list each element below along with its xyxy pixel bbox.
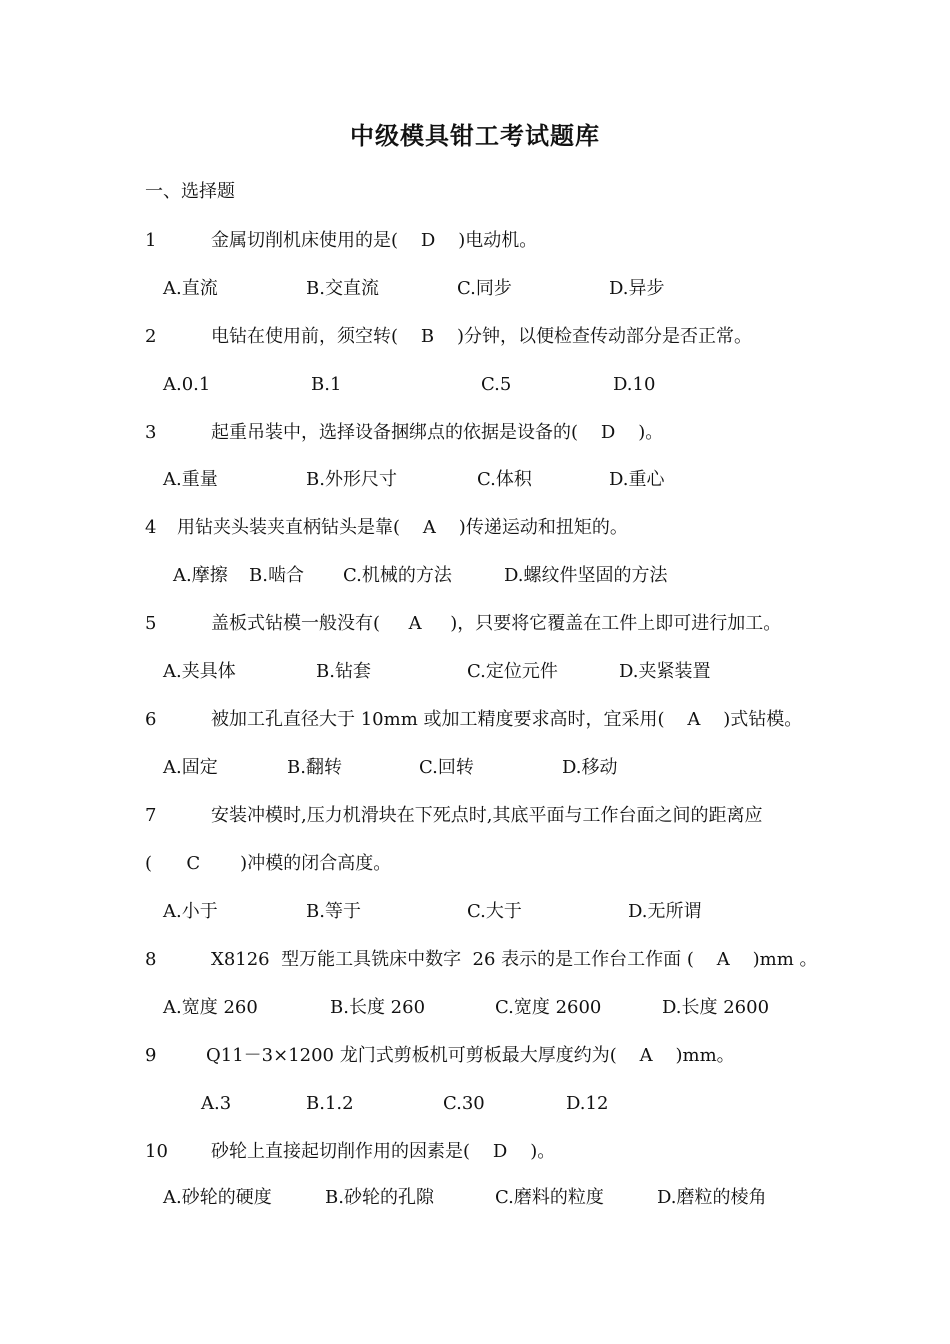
option-a: A.小于	[163, 901, 218, 922]
question-text: 砂轮上直接起切削作用的因素是( D )。	[211, 1141, 556, 1162]
option-a: A.砂轮的硬度	[163, 1187, 272, 1208]
option-b: B.1.2	[306, 1093, 354, 1114]
option-d: D.磨粒的棱角	[657, 1187, 767, 1208]
option-d: D.螺纹件坚固的方法	[504, 565, 668, 586]
option-a: A.摩擦	[173, 565, 228, 586]
question-text: 金属切削机床使用的是( D )电动机。	[211, 230, 538, 251]
question-number: 4	[145, 517, 157, 538]
question-number: 10	[145, 1141, 168, 1162]
option-b: B.外形尺寸	[306, 469, 397, 490]
question-text: Q11－3×1200 龙门式剪板机可剪板最大厚度约为( A )mm。	[206, 1045, 735, 1066]
question-text: 盖板式钻模一般没有( A )，只要将它覆盖在工件上即可进行加工。	[211, 613, 782, 634]
option-b: B.钻套	[316, 661, 371, 682]
option-c: C.5	[481, 374, 512, 395]
option-b: B.1	[311, 374, 342, 395]
option-b: B.交直流	[306, 278, 379, 299]
option-c: C.宽度 2600	[495, 997, 602, 1018]
question-text: X8126 型万能工具铣床中数字 26 表示的是工作台工作面 ( A )mm 。	[211, 949, 818, 970]
question-number: 6	[145, 709, 157, 730]
option-d: D.重心	[609, 469, 665, 490]
option-c: C.回转	[419, 757, 474, 778]
option-b: B.砂轮的孔隙	[325, 1187, 434, 1208]
option-c: C.30	[443, 1093, 485, 1114]
question-number: 8	[145, 949, 157, 970]
option-a: A.重量	[163, 469, 218, 490]
question-number: 9	[145, 1045, 157, 1066]
option-c: C.体积	[477, 469, 532, 490]
question-number: 3	[145, 422, 157, 443]
question-text: 用钻夹头装夹直柄钻头是靠( A )传递运动和扭矩的。	[177, 517, 628, 538]
option-d: D.移动	[562, 757, 618, 778]
option-b: B.翻转	[287, 757, 342, 778]
question-number: 5	[145, 613, 157, 634]
question-number: 7	[145, 805, 157, 826]
option-b: B.啮合	[249, 565, 304, 586]
question-text: 安装冲模时,压力机滑块在下死点时,其底平面与工作台面之间的距离应	[211, 805, 763, 826]
option-c: C.大于	[467, 901, 522, 922]
option-d: D.异步	[609, 278, 665, 299]
option-a: A.0.1	[163, 374, 211, 395]
option-a: A.3	[201, 1093, 232, 1114]
option-d: D.无所谓	[628, 901, 702, 922]
option-d: D.10	[613, 374, 656, 395]
option-a: A.固定	[163, 757, 218, 778]
page-title: 中级模具钳工考试题库	[350, 122, 600, 150]
option-d: D.夹紧装置	[619, 661, 711, 682]
option-c: C.机械的方法	[343, 565, 452, 586]
option-b: B.等于	[306, 901, 361, 922]
option-d: D.长度 2600	[662, 997, 770, 1018]
question-text: 起重吊装中，选择设备捆绑点的依据是设备的( D )。	[211, 422, 664, 443]
option-c: C.同步	[457, 278, 512, 299]
question-text: 被加工孔直径大于 10mm 或加工精度要求高时，宜采用( A )式钻模。	[211, 709, 803, 730]
option-d: D.12	[566, 1093, 609, 1114]
option-a: A.夹具体	[163, 661, 236, 682]
section-heading: 一、选择题	[145, 181, 235, 202]
option-c: C.定位元件	[467, 661, 558, 682]
question-number: 1	[145, 230, 157, 251]
question-text-continued: ( C )冲模的闭合高度。	[145, 853, 392, 874]
option-c: C.磨料的粒度	[495, 1187, 604, 1208]
question-text: 电钻在使用前，须空转( B )分钟，以便检查传动部分是否正常。	[211, 326, 753, 347]
option-a: A.直流	[163, 278, 218, 299]
question-number: 2	[145, 326, 157, 347]
option-a: A.宽度 260	[163, 997, 258, 1018]
option-b: B.长度 260	[330, 997, 426, 1018]
